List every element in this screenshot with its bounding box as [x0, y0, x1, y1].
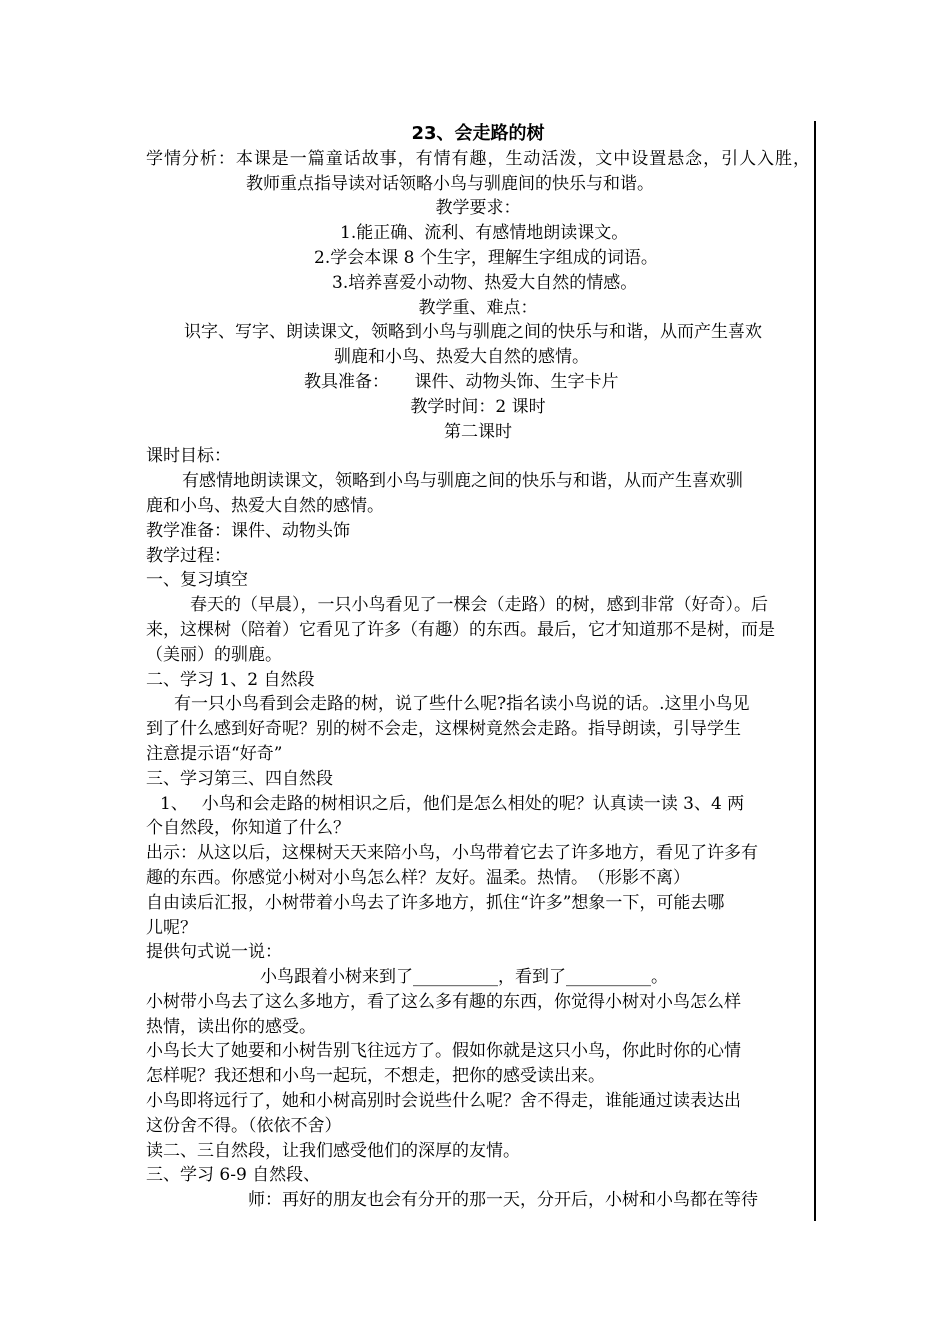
requirement-item: 2.学会本课 8 个生字，理解生字组成的词语。: [314, 247, 658, 268]
section-2-line: 到了什么感到好奇呢？别的树不会走，这棵树竟然会走路。指导朗读，引导学生: [146, 719, 741, 740]
section-3-show: 出示：从这以后，这棵树天天来陪小鸟，小鸟带着它去了许多地方，看见了许多有: [146, 843, 758, 864]
section-1-line: 来，这棵树（陪着）它看见了许多（有趣）的东西。最后，它才知道那不是树，而是: [146, 619, 775, 640]
section-4-heading: 三、学习 6-9 自然段、: [146, 1165, 321, 1186]
paragraph-line: 小鸟即将远行了，她和小树高别时会说些什么呢？舍不得走，谁能通过读表达出: [146, 1091, 741, 1112]
requirements-heading: 教学要求：: [435, 198, 521, 219]
key-points-line-2: 驯鹿和小鸟、热爱大自然的感情。: [334, 347, 589, 368]
section-4-line: 师：再好的朋友也会有分开的那一天，分开后，小树和小鸟都在等待: [248, 1190, 758, 1211]
section-3-show: 趣的东西。你感觉小树对小鸟怎么样？友好。温柔。热情。 （形影不离）: [146, 867, 690, 888]
sentence-pattern: 小鸟跟着小树来到了__________，看到了__________。: [260, 967, 668, 988]
teaching-time: 教学时间：2 课时: [410, 396, 546, 417]
tools-line: 教具准备： 课件、动物头饰、生字卡片: [304, 371, 619, 392]
page-border-line: [814, 121, 816, 1221]
section-3-report: 儿呢？: [146, 917, 197, 938]
section-1-line: （美丽）的驯鹿。: [146, 644, 282, 665]
prep-line: 教学准备：课件、动物头饰: [146, 520, 350, 541]
section-2-heading: 二、学习 1、2 自然段: [146, 669, 315, 690]
paragraph-line: 小树带小鸟去了这么多地方，看了这么多有趣的东西，你觉得小树对小鸟怎么样: [146, 991, 741, 1012]
key-points-heading: 教学重、难点：: [418, 297, 538, 318]
paragraph-line: 怎样呢？我还想和小鸟一起玩，不想走，把你的感受读出来。: [146, 1066, 605, 1087]
paragraph-line: 小鸟长大了她要和小树告别飞往远方了。假如你就是这只小鸟，你此时你的心情: [146, 1041, 741, 1062]
lesson-plan-document: [146, 122, 810, 1213]
section-3-heading: 三、学习第三、四自然段: [146, 768, 333, 789]
sentence-pattern-label: 提供句式说一说：: [146, 942, 282, 963]
section-2-line: 有一只小鸟看到会走路的树，说了些什么呢?指名读小鸟说的话。.这里小鸟见: [174, 694, 750, 715]
section-1-heading: 一、复习填空: [146, 570, 248, 591]
goal-heading: 课时目标：: [146, 446, 231, 467]
section-3-report: 自由读后汇报，小树带着小鸟去了许多地方，抓住“许多”想象一下，可能去哪: [146, 892, 725, 913]
analysis-line-2: 教师重点指导读对话领略小鸟与驯鹿间的快乐与和谐。: [246, 173, 654, 194]
section-3-question: 1、 小鸟和会走路的树相识之后，他们是怎么相处的呢？认真读一读 3、4 两: [160, 793, 745, 814]
doc-title: 23、会走路的树: [411, 123, 545, 144]
lesson-label: 第二课时: [444, 421, 512, 442]
paragraph-line: 这份舍不得。（依依不舍）: [146, 1115, 342, 1136]
paragraph-line: 读二、三自然段，让我们感受他们的深厚的友情。: [146, 1140, 520, 1161]
section-2-line: 注意提示语“好奇”: [146, 743, 283, 764]
section-3-question: 个自然段，你知道了什么？: [146, 818, 350, 839]
process-heading: 教学过程：: [146, 545, 231, 566]
section-1-line: 春天的（早晨），一只小鸟看见了一棵会（走路）的树，感到非常（好奇）。后: [190, 595, 768, 616]
requirement-item: 1.能正确、流利、有感情地朗读课文。: [340, 223, 629, 244]
requirement-item: 3.培养喜爱小动物、热爱大自然的情感。: [332, 272, 638, 293]
goal-line-1: 有感情地朗读课文，领略到小鸟与驯鹿之间的快乐与和谐，从而产生喜欢驯: [182, 471, 743, 492]
goal-line-2: 鹿和小鸟、热爱大自然的感情。: [146, 495, 384, 516]
paragraph-line: 热情，读出你的感受。: [146, 1016, 316, 1037]
analysis-line-1: 学情分析：本课是一篇童话故事，有情有趣，生动活泼，文中设置悬念，引人入胜，: [146, 148, 810, 169]
key-points-line-1: 识字、写字、朗读课文，领略到小鸟与驯鹿之间的快乐与和谐，从而产生喜欢: [184, 322, 762, 343]
